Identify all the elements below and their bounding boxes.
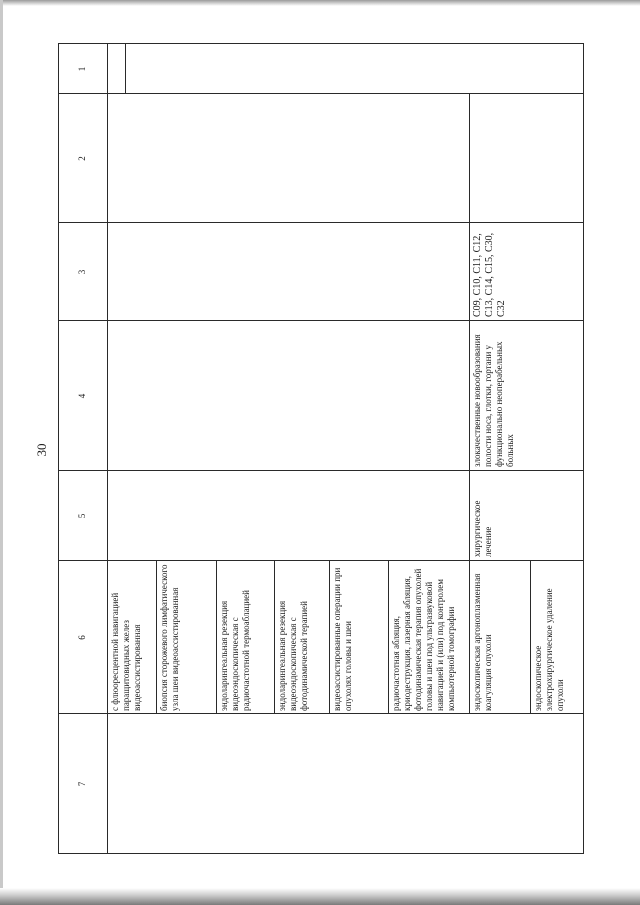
- header-col-7: 7: [77, 781, 87, 787]
- treatment-type-cell: хирургическое лечение: [472, 500, 493, 557]
- col-divider-1-2: [58, 93, 584, 94]
- header-divider: [107, 43, 108, 854]
- col-divider-3-4: [58, 320, 584, 321]
- icd-codes-cell: C09, C10, C11, C12, C13, C14, C15, C30, C32: [472, 232, 507, 317]
- rotated-table: [58, 43, 584, 854]
- table-border-left: [58, 853, 584, 854]
- method-cell-8: эндоскопическое электрохирургическое удаление опухоли: [533, 588, 565, 711]
- table: [58, 43, 584, 854]
- table-border-right: [58, 43, 584, 44]
- scan-edge-bottom: [0, 888, 640, 905]
- page-number: 30: [34, 443, 49, 457]
- method-cell-2: биопсия сторожевого лимфатического узла шеи видеоассистированная: [159, 564, 180, 711]
- header-col-6: 6: [77, 635, 87, 640]
- diagnosis-cell: злокачественные новообразования полости носа, глотки, гортани у функционально неоперабельных больных: [472, 334, 515, 467]
- col6-sep-4: [329, 561, 330, 714]
- method-cell-6: радиочастотная абляция, криодеструкция, лазерная абляция, фотодинамическая терапия опухолей головы и шеи под ультразвуковой навигацией и (или) под контролем компьютерной томографии: [391, 568, 456, 711]
- method-cell-7: эндоскопическая аргоноплазменная коагуляция опухоли: [472, 573, 493, 711]
- col6-sep-2: [216, 561, 217, 714]
- col-divider-4-5: [58, 470, 584, 471]
- header-col-5: 5: [77, 513, 87, 519]
- method-cell-4: эндоларингеальная резекция видеоэндоскопическая с фотодинамической терапией: [277, 600, 309, 711]
- header-col-3: 3: [77, 269, 87, 275]
- col-divider-2-3: [58, 222, 584, 223]
- header-col-4: 4: [77, 393, 87, 399]
- method-cell-5: видеоассистированные операции при опухолях головы и шеи: [332, 567, 353, 711]
- col-divider-5-6: [58, 560, 584, 561]
- method-cell-1: с флюоресцентной навигацией паращитовидных желез видеоассистированная: [110, 592, 142, 711]
- col6-sep-1: [156, 561, 157, 714]
- method-cell-3: эндоларингеальная резекция видеоэндоскопическая с радиочастотной термоаблацией: [219, 590, 251, 711]
- scan-edge-top: [0, 0, 640, 6]
- col6-sep-3: [274, 561, 275, 714]
- table-border-bottom: [583, 43, 584, 854]
- header-col-1: 1: [77, 66, 87, 72]
- header-col-2: 2: [77, 156, 87, 161]
- col1-row-line: [125, 44, 126, 94]
- row-group-divider: [469, 94, 470, 714]
- col6-sep-6: [530, 561, 531, 714]
- col-divider-6-7: [58, 713, 584, 714]
- col6-sep-5: [388, 561, 389, 714]
- scan-edge-left: [0, 0, 3, 905]
